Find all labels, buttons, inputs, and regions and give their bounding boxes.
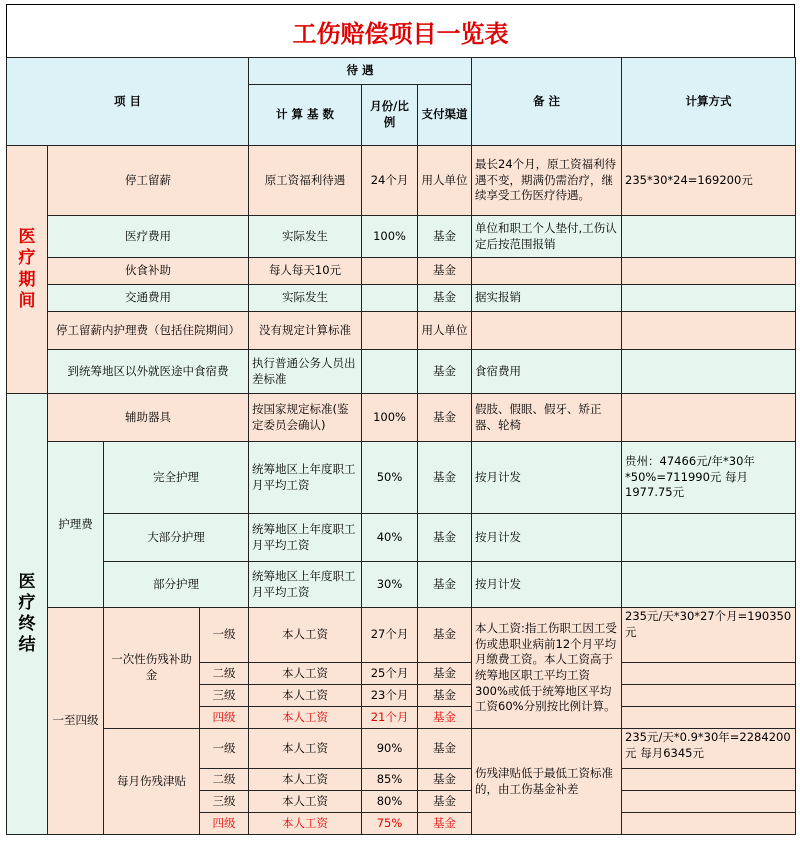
lump-sum-channel: 基金 <box>418 707 472 729</box>
nursing-stop-item: 停工留薪内护理费（包括住院期间） <box>48 312 249 350</box>
part-care-months: 30% <box>362 562 418 608</box>
transport-months <box>362 285 418 312</box>
section-medical-end-label: 医疗终结 <box>18 571 36 656</box>
medical-cost-remark: 单位和职工个人垫付,工伤认定后按范围报销 <box>472 216 622 258</box>
lump-sum-channel: 基金 <box>418 608 472 663</box>
monthly-remark: 伤残津贴低于最低工资标准的，由工伤基金补差 <box>472 729 622 835</box>
header-months: 月份/比例 <box>362 85 418 146</box>
meal-item: 伙食补助 <box>48 258 249 285</box>
lump-sum-months: 27个月 <box>362 608 418 663</box>
monthly-method-empty <box>622 791 796 813</box>
level-group-label: 一至四级 <box>48 608 104 835</box>
travel-lodging-channel: 基金 <box>418 350 472 394</box>
nursing-stop-channel: 用人单位 <box>418 312 472 350</box>
transport-channel: 基金 <box>418 285 472 312</box>
travel-lodging-method <box>622 350 796 394</box>
nursing-fee-label: 护理费 <box>48 442 104 608</box>
monthly-method-empty <box>622 813 796 835</box>
part-care-remark: 按月计发 <box>472 562 622 608</box>
most-care-channel: 基金 <box>418 514 472 562</box>
section-medical-period <box>7 146 48 394</box>
header-channel: 支付渠道 <box>418 85 472 146</box>
monthly-level: 三级 <box>200 791 249 813</box>
full-care-channel: 基金 <box>418 442 472 514</box>
most-care-months: 40% <box>362 514 418 562</box>
medical-cost-basis: 实际发生 <box>249 216 362 258</box>
aids-remark: 假肢、假眼、假牙、矫正器、轮椅 <box>472 394 622 442</box>
lump-sum-remark: 本人工资:指工伤职工因工受伤或患职业病前12个月平均月缴费工资。本人工资高于统筹地区职工平均工资300%或低于统筹地区平均工资60%分别按比例计算。 <box>472 608 622 729</box>
lump-sum-months: 23个月 <box>362 685 418 707</box>
monthly-method-empty <box>622 769 796 791</box>
stop-work-months: 24个月 <box>362 146 418 216</box>
travel-lodging-basis: 执行普通公务人员出差标准 <box>249 350 362 394</box>
lump-sum-method-empty <box>622 663 796 685</box>
monthly-label: 每月伤残津贴 <box>104 729 200 835</box>
lump-sum-level: 一级 <box>200 608 249 663</box>
monthly-basis: 本人工资 <box>249 813 362 835</box>
full-care-basis: 统筹地区上年度职工月平均工资 <box>249 442 362 514</box>
header-item: 项 目 <box>7 58 249 146</box>
monthly-level: 二级 <box>200 769 249 791</box>
aids-item: 辅助器具 <box>48 394 249 442</box>
lump-sum-basis: 本人工资 <box>249 685 362 707</box>
meal-channel: 基金 <box>418 258 472 285</box>
meal-method <box>622 258 796 285</box>
meal-remark <box>472 258 622 285</box>
lump-sum-method-empty <box>622 707 796 729</box>
lump-sum-basis: 本人工资 <box>249 608 362 663</box>
monthly-basis: 本人工资 <box>249 729 362 769</box>
lump-sum-channel: 基金 <box>418 663 472 685</box>
travel-lodging-item: 到统筹地区以外就医途中食宿费 <box>48 350 249 394</box>
full-care-months: 50% <box>362 442 418 514</box>
stop-work-basis: 原工资福利待遇 <box>249 146 362 216</box>
meal-months <box>362 258 418 285</box>
lump-sum-channel: 基金 <box>418 685 472 707</box>
part-care-method <box>622 562 796 608</box>
travel-lodging-months <box>362 350 418 394</box>
monthly-method: 235元/天*0.9*30年=2284200元 每月6345元 <box>622 729 796 769</box>
most-care-item: 大部分护理 <box>104 514 249 562</box>
monthly-channel: 基金 <box>418 769 472 791</box>
aids-channel: 基金 <box>418 394 472 442</box>
monthly-basis: 本人工资 <box>249 769 362 791</box>
aids-method <box>622 394 796 442</box>
section-medical-end <box>7 394 48 835</box>
most-care-method <box>622 514 796 562</box>
stop-work-channel: 用人单位 <box>418 146 472 216</box>
monthly-level: 一级 <box>200 729 249 769</box>
travel-lodging-remark: 食宿费用 <box>472 350 622 394</box>
lump-sum-months: 25个月 <box>362 663 418 685</box>
nursing-stop-remark <box>472 312 622 350</box>
lump-sum-level: 三级 <box>200 685 249 707</box>
header-method: 计算方式 <box>622 58 796 146</box>
monthly-months: 85% <box>362 769 418 791</box>
stop-work-remark: 最长24个月，原工资福利待遇不变，期满仍需治疗，继续享受工伤医疗待遇。 <box>472 146 622 216</box>
part-care-basis: 统筹地区上年度职工月平均工资 <box>249 562 362 608</box>
medical-cost-method <box>622 216 796 258</box>
stop-work-item: 停工留薪 <box>48 146 249 216</box>
lump-sum-basis: 本人工资 <box>249 707 362 729</box>
lump-sum-level: 四级 <box>200 707 249 729</box>
monthly-channel: 基金 <box>418 729 472 769</box>
monthly-channel: 基金 <box>418 813 472 835</box>
transport-remark: 据实报销 <box>472 285 622 312</box>
transport-method <box>622 285 796 312</box>
monthly-basis: 本人工资 <box>249 791 362 813</box>
header-basis: 计 算 基 数 <box>249 85 362 146</box>
lump-sum-level: 二级 <box>200 663 249 685</box>
medical-cost-months: 100% <box>362 216 418 258</box>
meal-basis: 每人每天10元 <box>249 258 362 285</box>
compensation-table <box>6 57 796 835</box>
part-care-channel: 基金 <box>418 562 472 608</box>
medical-cost-item: 医疗费用 <box>48 216 249 258</box>
full-care-method: 贵州：47466元/年*30年*50%=711990元 每月1977.75元 <box>622 442 796 514</box>
most-care-remark: 按月计发 <box>472 514 622 562</box>
aids-basis: 按国家规定标准(鉴定委员会确认) <box>249 394 362 442</box>
header-treatment: 待 遇 <box>249 58 472 85</box>
section-medical-period-label: 医疗期间 <box>18 227 36 311</box>
lump-sum-method: 235元/天*30*27个月=190350元 <box>622 608 796 663</box>
medical-cost-channel: 基金 <box>418 216 472 258</box>
transport-item: 交通费用 <box>48 285 249 312</box>
lump-sum-label: 一次性伤残补助金 <box>104 608 200 729</box>
nursing-stop-months <box>362 312 418 350</box>
nursing-stop-basis: 没有规定计算标准 <box>249 312 362 350</box>
monthly-level: 四级 <box>200 813 249 835</box>
lump-sum-method-empty <box>622 685 796 707</box>
lump-sum-months: 21个月 <box>362 707 418 729</box>
page-title: 工伤赔偿项目一览表 <box>6 4 795 58</box>
stop-work-method: 235*30*24=169200元 <box>622 146 796 216</box>
most-care-basis: 统筹地区上年度职工月平均工资 <box>249 514 362 562</box>
transport-basis: 实际发生 <box>249 285 362 312</box>
monthly-channel: 基金 <box>418 791 472 813</box>
full-care-item: 完全护理 <box>104 442 249 514</box>
full-care-remark: 按月计发 <box>472 442 622 514</box>
monthly-months: 75% <box>362 813 418 835</box>
header-remark: 备 注 <box>472 58 622 146</box>
aids-months: 100% <box>362 394 418 442</box>
monthly-months: 90% <box>362 729 418 769</box>
lump-sum-basis: 本人工资 <box>249 663 362 685</box>
nursing-stop-method <box>622 312 796 350</box>
monthly-months: 80% <box>362 791 418 813</box>
part-care-item: 部分护理 <box>104 562 249 608</box>
